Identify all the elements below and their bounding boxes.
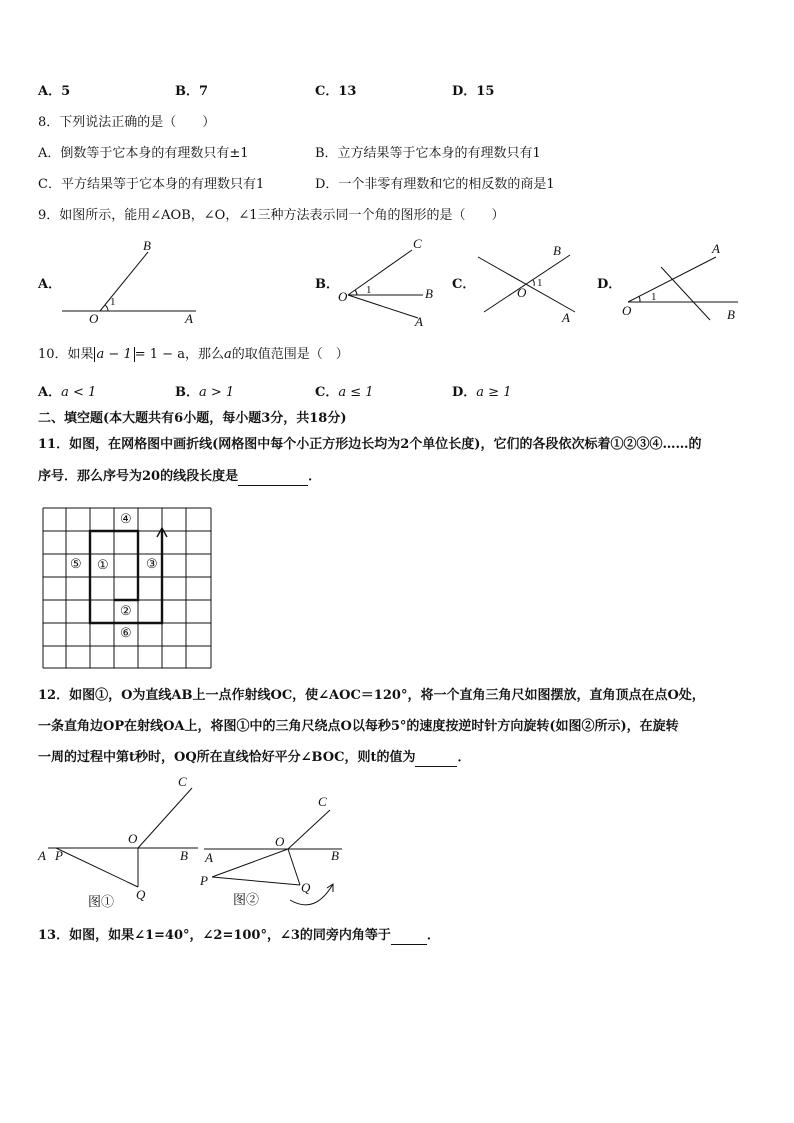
svg-text:O: O xyxy=(275,834,285,849)
q7-option-b: B．7 xyxy=(175,84,209,99)
svg-text:A: A xyxy=(712,241,720,256)
svg-text:1: 1 xyxy=(651,291,657,303)
q9-option-d-label: D． xyxy=(597,277,622,292)
svg-text:B: B xyxy=(727,307,735,322)
svg-text:O: O xyxy=(338,289,348,304)
q10-variable: a xyxy=(223,347,232,362)
svg-text:A: A xyxy=(185,311,193,326)
svg-text:A: A xyxy=(415,314,423,329)
q8-option-d: D．一个非零有理数和它的相反数的商是1 xyxy=(315,177,555,192)
q13-answer-blank[interactable] xyxy=(391,928,427,945)
q9-stem: 9．如图所示，能用∠AOB，∠O，∠1三种方法表示同一个角的图形的是（ ） xyxy=(38,208,505,223)
svg-text:P: P xyxy=(200,873,208,888)
svg-text:图①: 图① xyxy=(88,894,115,909)
svg-text:图②: 图② xyxy=(233,892,260,907)
q10-option-a: A．a < 1 xyxy=(38,385,97,400)
q11-line-2: 序号．那么序号为20的线段长度是 ． xyxy=(38,469,322,484)
svg-text:③: ③ xyxy=(146,556,158,571)
q10-stem-prefix: 10．如果 xyxy=(38,347,94,362)
q8-stem: 8．下列说法正确的是（ ） xyxy=(38,115,216,130)
svg-text:B: B xyxy=(425,286,433,301)
q8-option-a: A．倒数等于它本身的有理数只有±1 xyxy=(38,146,249,161)
svg-text:1: 1 xyxy=(537,277,543,289)
q8-option-c: C．平方结果等于它本身的有理数只有1 xyxy=(38,177,265,192)
section-heading: 二、填空题(本大题共有6小题，每小题3分，共18分) xyxy=(38,411,347,426)
q7-option-d: D．15 xyxy=(452,84,495,99)
q7-option-c: C．13 xyxy=(315,84,357,99)
svg-text:O: O xyxy=(622,303,632,318)
svg-text:②: ② xyxy=(120,603,132,618)
q9-option-c-label: C． xyxy=(452,277,476,292)
q10-option-c: C．a ≤ 1 xyxy=(315,385,374,400)
svg-text:⑤: ⑤ xyxy=(70,556,82,571)
q8-option-b: B．立方结果等于它本身的有理数只有1 xyxy=(315,146,541,161)
svg-text:P: P xyxy=(55,848,63,863)
svg-text:O: O xyxy=(517,285,527,300)
svg-text:A: A xyxy=(205,850,213,865)
svg-text:1: 1 xyxy=(110,296,116,308)
q12-line-2: 一条直角边OP在射线OA上，将图①中的三角尺绕点O以每秒5°的速度按逆时针方向旋转(如图②所示)，在旋转 xyxy=(38,719,679,734)
q10-abs-expression: a − 1 xyxy=(94,347,135,362)
svg-text:A: A xyxy=(562,310,570,325)
svg-text:①: ① xyxy=(97,557,109,572)
q12-line-1: 12．如图①，O为直线AB上一点作射线OC，使∠AOC＝120°，将一个直角三角尺如图摆放，直角顶点在点O处， xyxy=(38,688,705,703)
q7-option-a: A．5 xyxy=(38,84,71,99)
svg-text:O: O xyxy=(128,831,138,846)
svg-text:O: O xyxy=(89,311,99,326)
svg-text:B: B xyxy=(553,243,561,258)
svg-text:B: B xyxy=(143,238,151,253)
svg-text:A: A xyxy=(38,848,46,863)
svg-text:B: B xyxy=(180,848,188,863)
svg-text:C: C xyxy=(413,236,422,251)
svg-text:Q: Q xyxy=(136,887,146,902)
svg-text:B: B xyxy=(331,848,339,863)
q10-option-d: D．a ≥ 1 xyxy=(452,385,512,400)
svg-text:C: C xyxy=(178,774,187,789)
svg-text:④: ④ xyxy=(120,511,132,526)
svg-text:1: 1 xyxy=(366,284,372,296)
q13-stem: 13．如图，如果∠1=40°，∠2=100°，∠3的同旁内角等于 ． xyxy=(38,928,440,943)
q10-stem-mid: = 1 − a，那么 xyxy=(134,347,224,362)
q12-line-3: 一周的过程中第t秒时，OQ所在直线恰好平分∠BOC，则t的值为 ． xyxy=(38,750,471,765)
q9-option-b-label: B． xyxy=(315,277,339,292)
q9-option-a-label: A． xyxy=(38,277,62,292)
q11-line-1: 11．如图，在网格图中画折线(网格图中每个小正方形边长均为2个单位长度)，它们的各段依次标着①②③④……的 xyxy=(38,437,702,452)
svg-text:Q: Q xyxy=(301,880,311,895)
svg-text:C: C xyxy=(318,794,327,809)
q10-stem-suffix: 的取值范围是（ ） xyxy=(231,347,349,362)
q10-option-b: B．a > 1 xyxy=(175,385,235,400)
svg-text:⑥: ⑥ xyxy=(120,625,132,640)
